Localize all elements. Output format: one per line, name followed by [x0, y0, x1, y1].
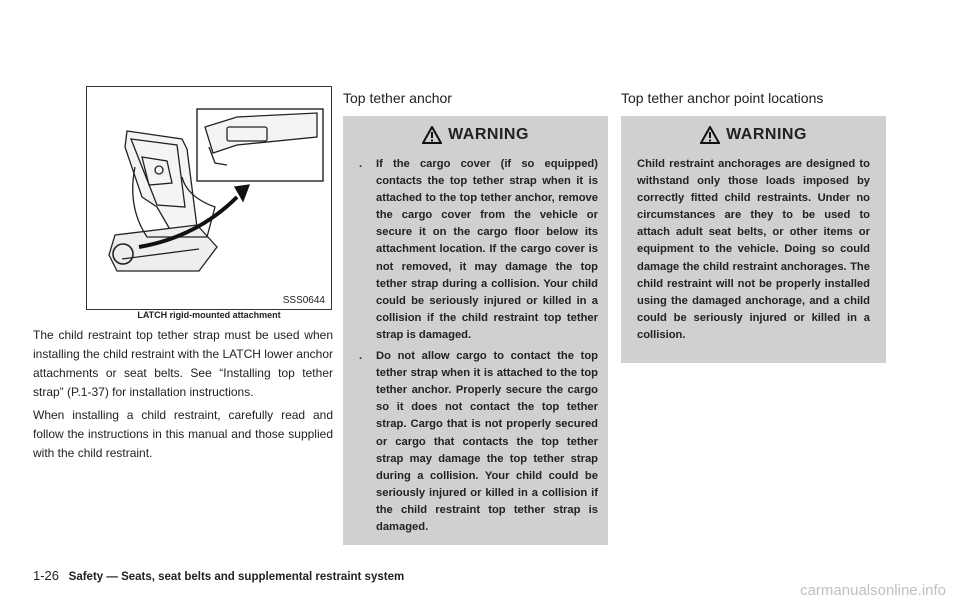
paragraph: The child restraint top tether strap must be used when installing the child restraint with the LATCH lower anchor attachments or seat belts. See “Installing top tether strap” (P.1-37) for installation instructions. — [33, 328, 333, 399]
warning-item-text: Do not allow cargo to contact the top tether strap when it is attached to the top tether anchor. Properly secure the cargo so it does not contact the top tether strap. Cargo that is not properly secured or cargo that contacts the top tether strap may damage the top tether strap during a collision. Your child could be seriously injured or killed in a collision if the child restraint top tether strap is damaged. — [376, 350, 598, 533]
warning-label: WARNING — [726, 126, 807, 143]
section-title-top-tether-anchor: Top tether anchor — [343, 90, 452, 106]
figure-caption: LATCH rigid-mounted attachment — [137, 310, 281, 320]
section-title-anchor-point-locations: Top tether anchor point locations — [621, 90, 824, 106]
watermark: carmanualsonline.info — [800, 582, 946, 599]
warning-item-text: If the cargo cover (if so equipped) contacts the top tether strap when it is attached to the top tether anchor, remove the cargo cover from the vehicle or secure it on the cargo floor below its attachment location. If the cargo cover is not removed, it may damage the top tether strap during a collision. Your child could be seriously injured or killed in a collision if the child restraint top tether strap is damaged. — [376, 158, 598, 341]
left-body-text — [33, 326, 333, 467]
warning-triangle-icon — [422, 126, 442, 144]
warning-list — [353, 156, 598, 536]
footer-section-title: Safety — Seats, seat belts and supplemental restraint system — [68, 571, 405, 583]
paragraph: When installing a child restraint, carefully read and follow the instructions in this manual and those supplied with the child restraint. — [33, 408, 333, 460]
figure-code: SSS0644 — [282, 295, 325, 306]
page-number: 1-26 — [33, 568, 60, 583]
warning-header — [353, 126, 598, 144]
warning-item: . If the cargo cover (if so equipped) contacts the top tether strap when it is attached to the top tether anchor, remove the cargo cover from the vehicle or secure it on the cargo floor below its attachment location. If the cargo cover is not removed, it may damage the top tether strap during a collision. Your child could be seriously injured or killed in a collision if the child restraint top tether strap is damaged. — [359, 158, 598, 341]
warning-item: . Do not allow cargo to contact the top tether strap when it is attached to the top tether anchor. Properly secure the cargo so it does not contact the top tether strap. Cargo that is not properly secured or cargo that contacts the top tether strap may damage the top tether strap during a collision. Your child could be seriously injured or killed in a collision if the child restraint top tether strap is damaged. — [359, 350, 598, 533]
page-footer — [33, 568, 404, 583]
latch-figure — [86, 86, 332, 310]
warning-header — [637, 126, 870, 144]
warning-box-top-tether-anchor — [343, 116, 608, 545]
warning-text: Child restraint anchorages are designed to withstand only those loads imposed by correctly fitted child restraints. Under no circumstances are they to be used to attach adult seat belts, or other items or equipment to the vehicle. Doing so could damage the child restraint anchorages. The child restraint will not be properly installed using the damaged anchorage, and a child could be seriously injured or killed in a collision. — [637, 158, 870, 341]
warning-box-anchor-locations — [621, 116, 886, 363]
child-seat-latch-illustration — [87, 87, 331, 309]
warning-triangle-icon — [700, 126, 720, 144]
warning-label: WARNING — [448, 126, 529, 143]
